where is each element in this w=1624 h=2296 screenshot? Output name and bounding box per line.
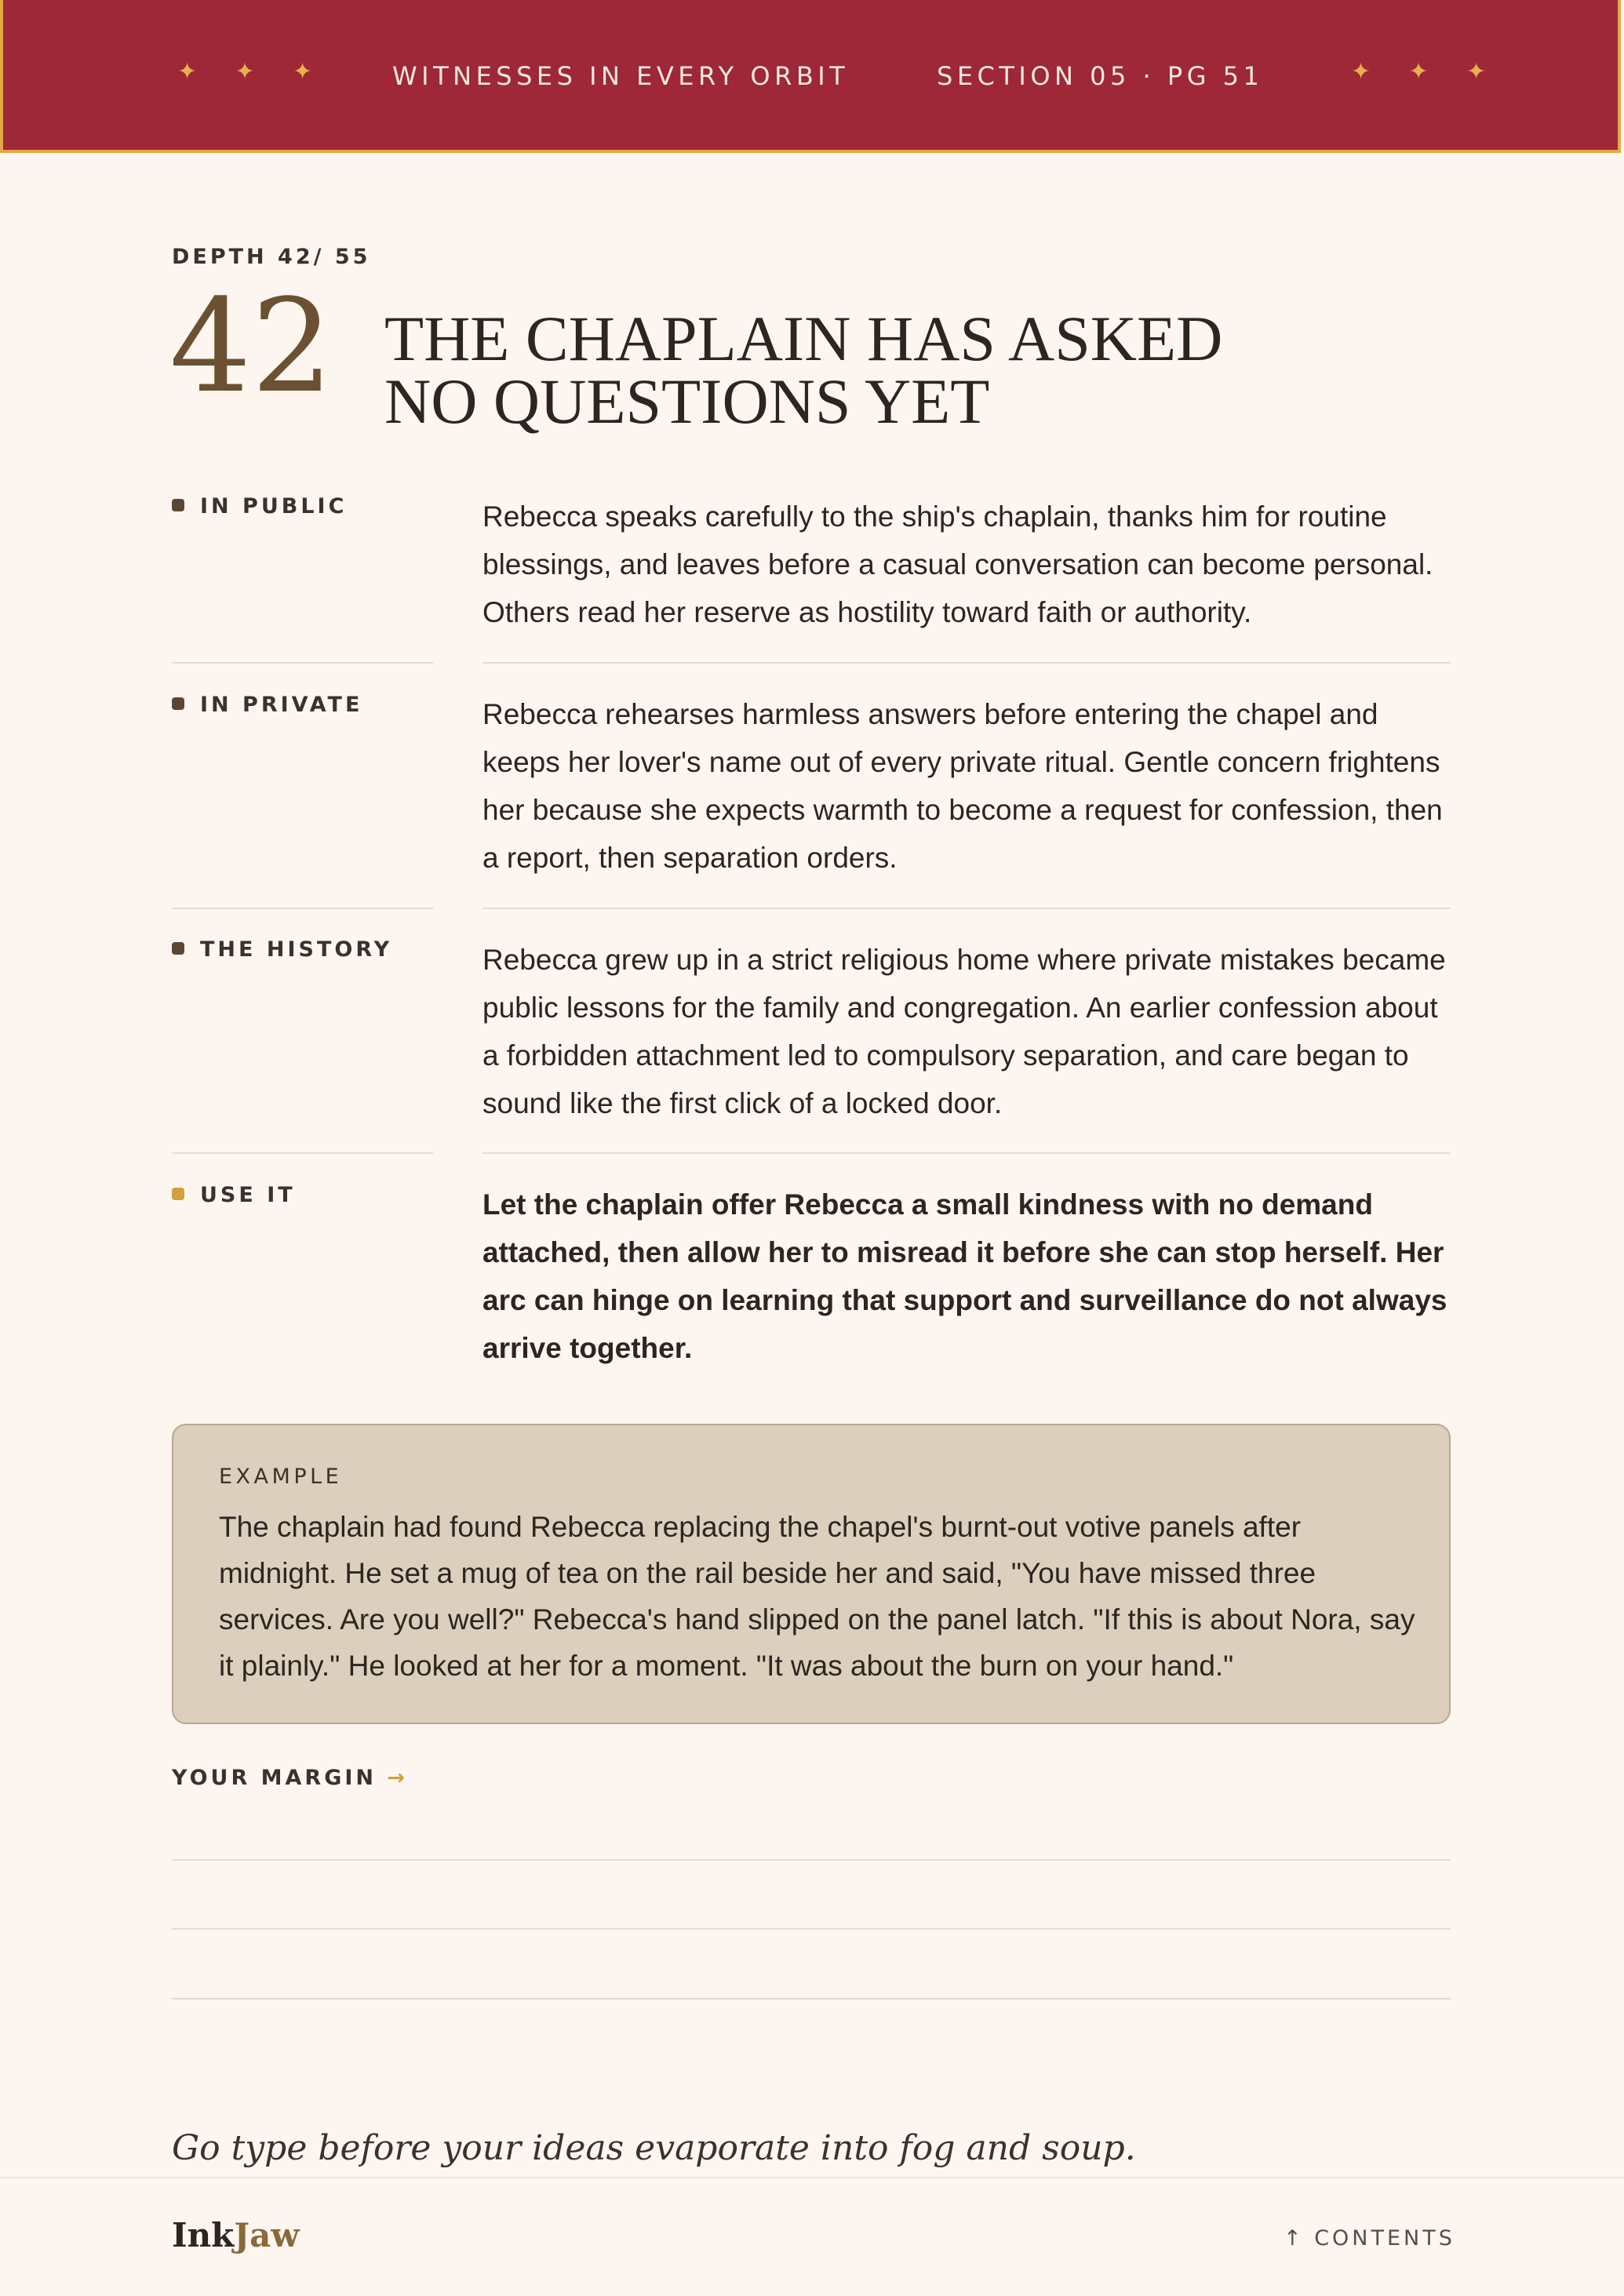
section-page-indicator: SECTION 05 · PG 51 [937, 61, 1264, 91]
book-title: WITNESSES IN EVERY ORBIT [392, 61, 850, 91]
margin-writing-line[interactable] [172, 1998, 1451, 1999]
entry-title-line-2: NO QUESTIONS YET [384, 366, 990, 437]
star-ornaments-left: ✦ ✦ ✦ [177, 59, 329, 85]
margin-writing-line[interactable] [172, 1928, 1451, 1930]
bullet-icon [172, 1188, 184, 1200]
section-text-the-history: Rebecca grew up in a strict religious home where private mistakes became public lessons for the family and congregation. An earlier confession about a forbidden attachment led to compulsory separation, and care began to sound like the first click of a locked door. [482, 944, 1446, 1119]
contents-link[interactable]: ↑ CONTENTS [1284, 2226, 1455, 2251]
divider [482, 662, 1451, 664]
section-text-in-public: Rebecca speaks carefully to the ship's chaplain, thanks him for routine blessings, and leaves before a casual conversation can become personal. Others read her reserve as hostility toward faith or authority. [482, 500, 1433, 628]
section-label-the-history: THE HISTORY [172, 937, 392, 962]
divider [482, 1152, 1451, 1154]
tagline: Go type before your ideas evaporate into fog and soup. [172, 2128, 1136, 2168]
inkjaw-logo[interactable]: InkJaw [172, 2216, 300, 2254]
section-text-use-it: Let the chaplain offer Rebecca a small kindness with no demand attached, then allow her to misread it before she can stop herself. Her arc can hinge on learning that support and surveillance do not always arrive together. [482, 1188, 1447, 1364]
arrow-right-icon: → [387, 1766, 409, 1790]
example-box [172, 1424, 1451, 1724]
section-label-use-it: USE IT [172, 1183, 296, 1207]
bullet-icon [172, 499, 184, 511]
entry-title [384, 303, 1483, 437]
margin-writing-line[interactable] [172, 1859, 1451, 1861]
bullet-icon [172, 942, 184, 955]
footer-divider [0, 2177, 1624, 2178]
star-ornaments-right: ✦ ✦ ✦ [1351, 59, 1502, 85]
example-text: The chaplain had found Rebecca replacing the chapel's burnt-out votive panels after midnight. He set a mug of tea on the rail beside her and said, "You have missed three services. Are you well?" Rebecca's hand slipped on the panel latch. "If this is about Nora, say it plainly." He looked at her for a moment. "It was about the burn on your hand." [219, 1511, 1415, 1682]
divider [172, 1152, 433, 1154]
bullet-icon [172, 697, 184, 710]
entry-title-line-1: THE CHAPLAIN HAS ASKED [384, 303, 1223, 374]
example-label: EXAMPLE [219, 1465, 343, 1489]
divider [172, 908, 433, 909]
section-label-in-public: IN PUBLIC [172, 494, 347, 519]
entry-number: 42 [169, 271, 333, 421]
divider [172, 662, 433, 664]
section-text-in-private: Rebecca rehearses harmless answers before entering the chapel and keeps her lover's name out of every private ritual. Gentle concern frightens her because she expects warmth to become a request for confession, then a report, then separation orders. [482, 698, 1443, 874]
section-label-in-private: IN PRIVATE [172, 693, 362, 717]
divider [482, 908, 1451, 909]
page-header [0, 0, 1621, 153]
depth-indicator: DEPTH 42/ 55 [172, 245, 371, 269]
your-margin-label: YOUR MARGIN → [172, 1766, 409, 1790]
